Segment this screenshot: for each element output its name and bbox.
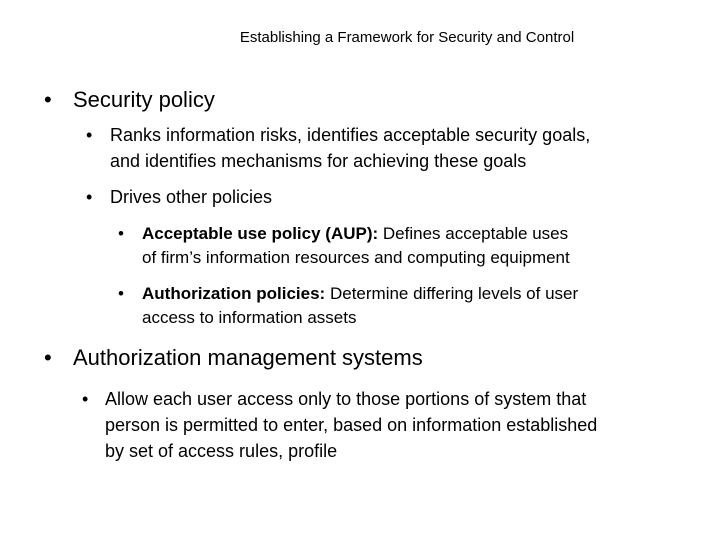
bullet-allow xyxy=(82,386,88,413)
heading-security-policy: Security policy xyxy=(73,87,215,112)
text-aup-line2: of firm’s information resources and computing equipment xyxy=(142,248,570,267)
text-auth-policies-line2: access to information assets xyxy=(142,308,357,327)
slide-title: Establishing a Framework for Security and Control xyxy=(239,29,575,46)
bullet-security-policy xyxy=(44,87,52,113)
text-allow-line2: person is permitted to enter, based on information established xyxy=(105,415,598,435)
text-aup-rest: Defines acceptable uses xyxy=(378,224,569,243)
heading-auth-mgmt: Authorization management systems xyxy=(73,345,423,370)
bullet-marker: • xyxy=(118,284,124,303)
text-auth-policies-rest: Determine differing levels of user xyxy=(325,284,579,303)
text-auth-policies-line1 xyxy=(142,282,578,306)
text-allow-line1: Allow each user access only to those portions of system that xyxy=(105,389,587,409)
bullet-aup xyxy=(118,222,124,246)
text-allow-line3: by set of access rules, profile xyxy=(105,441,338,461)
text-ranks-line2: and identifies mechanisms for achieving these goals xyxy=(110,151,527,171)
bullet-ranks xyxy=(86,122,92,149)
text-ranks-line1: Ranks information risks, identifies acceptable security goals, xyxy=(110,125,591,145)
bullet-drives xyxy=(86,184,92,211)
bullet-marker: • xyxy=(118,224,124,243)
bullet-auth-policies xyxy=(118,282,124,306)
text-aup-line1 xyxy=(142,222,568,246)
bullet-marker: • xyxy=(86,125,93,145)
bullet-marker: • xyxy=(86,187,93,207)
bullet-marker: • xyxy=(44,345,52,370)
bullet-marker: • xyxy=(82,389,89,409)
term-aup: Acceptable use policy (AUP): xyxy=(142,224,379,243)
bullet-marker: • xyxy=(44,87,52,112)
term-auth-policies: Authorization policies: xyxy=(142,284,326,303)
text-drives-line1: Drives other policies xyxy=(110,187,273,207)
bullet-auth-mgmt xyxy=(44,345,52,371)
